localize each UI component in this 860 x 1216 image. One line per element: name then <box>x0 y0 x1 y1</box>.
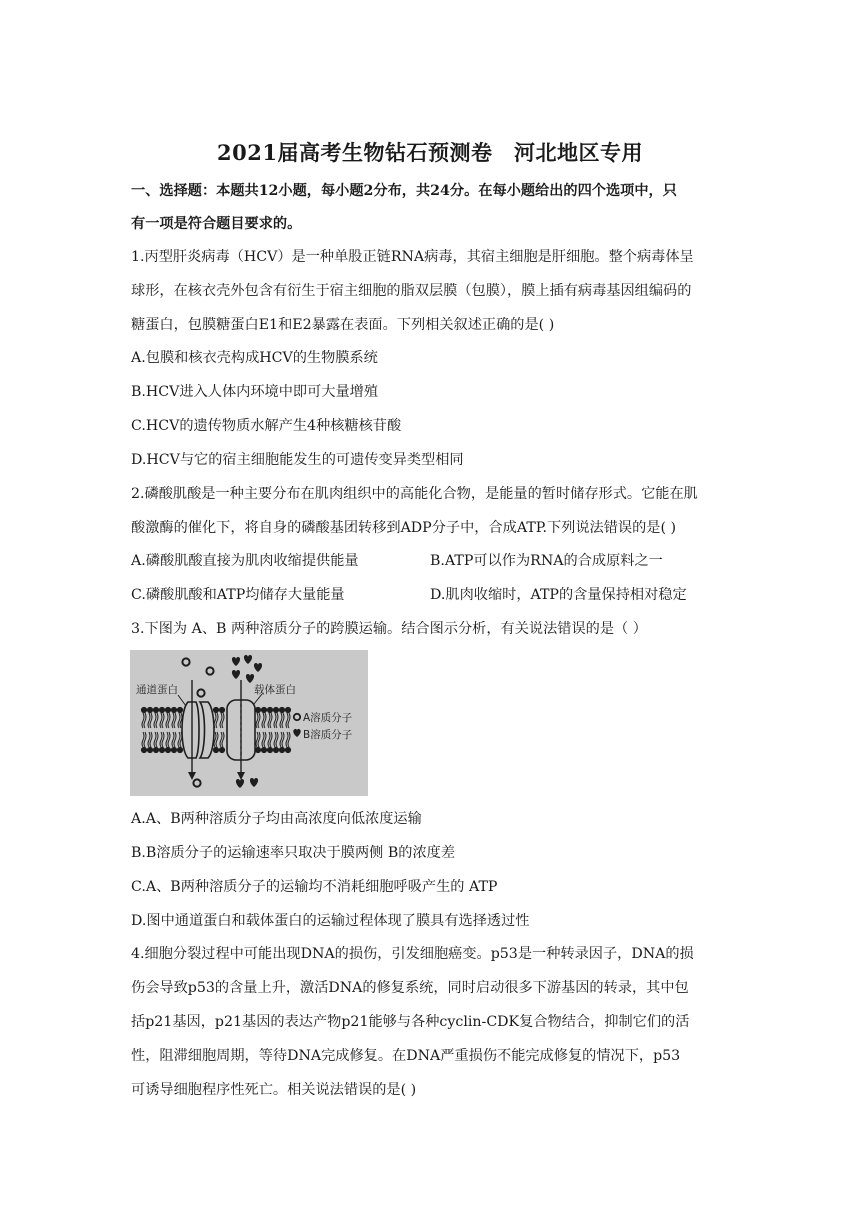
lipid-tail <box>172 732 176 747</box>
lipid-head <box>273 707 278 712</box>
lipid-tail <box>262 732 266 747</box>
lipid-tail <box>160 713 164 728</box>
q4-stem-line-2: 伤会导致p53的含量上升，激活DNA的修复系统，同时启动很多下游基因的转录，其中包 <box>131 980 689 996</box>
q3-option-b: B.B溶质分子的运输速率只取决于膜两侧 B的浓度差 <box>131 845 456 861</box>
lipid-head <box>177 707 182 712</box>
legend-b-label: B溶质分子 <box>303 729 353 741</box>
legend-a-marker <box>294 714 300 720</box>
lipid-head <box>213 747 218 752</box>
lipid-head <box>171 747 176 752</box>
lipid-tail <box>154 732 158 747</box>
q4-stem-line-4: 性，阻滞细胞周期，等待DNA完成修复。在DNA严重损伤不能完成修复的情况下，p53 <box>131 1048 681 1064</box>
lipid-head <box>255 707 260 712</box>
solute-b-heart <box>232 670 240 679</box>
lipid-tail <box>148 713 152 728</box>
lipid-tail <box>256 713 260 728</box>
lipid-tail <box>286 732 290 747</box>
lipid-head <box>153 747 158 752</box>
lipid-head <box>165 747 170 752</box>
q3-option-d: D.图中通道蛋白和载体蛋白的运输过程体现了膜具有选择透过性 <box>131 913 530 929</box>
legend-a-label: A溶质分子 <box>303 712 353 724</box>
q3-stem: 3.下图为 A、B 两种溶质分子的跨膜运输。结合图示分析，有关说法错误的是（ ） <box>131 621 647 637</box>
lipid-head <box>285 707 290 712</box>
lipid-head <box>255 747 260 752</box>
lipid-head <box>171 707 176 712</box>
lipid-tail <box>172 713 176 728</box>
q2-stem-line-1: 2.磷酸肌酸是一种主要分布在肌肉组织中的高能化合物，是能量的暂时储存形式。它能在肌 <box>131 486 698 502</box>
q2-option-b: B.ATP可以作为RNA的合成原料之一 <box>430 553 663 569</box>
lipid-tail <box>274 713 278 728</box>
solute-b-heart <box>232 657 240 666</box>
solute-b-heart <box>236 779 244 788</box>
lipid-head <box>147 707 152 712</box>
lipid-tail <box>256 732 260 747</box>
lipid-head <box>159 747 164 752</box>
lipid-head <box>141 707 146 712</box>
lipid-head <box>141 747 146 752</box>
lipid-head <box>267 747 272 752</box>
q1-option-b: B.HCV进入人体内环境中即可大量增殖 <box>131 384 379 400</box>
membrane-transport-figure <box>130 650 368 796</box>
lipid-head <box>147 747 152 752</box>
q2-option-c: C.磷酸肌酸和ATP均储存大量能量 <box>131 587 345 603</box>
q4-stem-line-5: 可诱导细胞程序性死亡。相关说法错误的是( ) <box>131 1082 417 1098</box>
lipid-head <box>261 747 266 752</box>
q4-stem-line-1: 4.细胞分裂过程中可能出现DNA的损伤，引发细胞癌变。p53是一种转录因子，DNA的损 <box>131 946 694 962</box>
q2-option-a: A.磷酸肌酸直接为肌肉收缩提供能量 <box>131 553 359 569</box>
lipid-tail <box>286 713 290 728</box>
solute-b-heart <box>254 663 262 672</box>
solute-b-heart <box>250 778 258 787</box>
channel-protein-shape <box>182 702 199 758</box>
lipid-tail <box>160 732 164 747</box>
lipid-tail <box>166 732 170 747</box>
lipid-bilayer <box>141 707 290 752</box>
solute-b-heart <box>244 655 252 664</box>
q2-stem-line-2: 酸激酶的催化下，将自身的磷酸基团转移到ADP分子中，合成ATP.下列说法错误的是( ) <box>131 520 677 536</box>
lipid-head <box>285 747 290 752</box>
lipid-tail <box>148 732 152 747</box>
solute-b-heart <box>246 674 254 683</box>
lipid-head <box>279 707 284 712</box>
lipid-head <box>219 707 224 712</box>
lipid-tail <box>220 713 224 728</box>
q3-option-a: A.A、B两种溶质分子均由高浓度向低浓度运输 <box>131 811 422 827</box>
channel-protein-label: 通道蛋白 <box>136 684 178 696</box>
q1-option-d: D.HCV与它的宿主细胞能发生的可遗传变异类型相同 <box>131 452 464 468</box>
lipid-tail <box>262 713 266 728</box>
q1-option-c: C.HCV的遗传物质水解产生4种核糖核苷酸 <box>131 418 402 434</box>
lipid-head <box>273 747 278 752</box>
lipid-head <box>165 707 170 712</box>
lipid-head <box>177 747 182 752</box>
lipid-head <box>261 707 266 712</box>
section-heading-line-2: 有一项是符合题目要求的。 <box>131 216 302 232</box>
lipid-tail <box>154 713 158 728</box>
lipid-tail <box>268 732 272 747</box>
lipid-head <box>159 707 164 712</box>
q1-option-a: A.包膜和核衣壳构成HCV的生物膜系统 <box>131 350 378 366</box>
carrier-protein-label: 载体蛋白 <box>254 684 296 696</box>
q2-option-d: D.肌肉收缩时，ATP的含量保持相对稳定 <box>430 587 687 603</box>
lipid-head <box>279 747 284 752</box>
section-heading-line-1: 一、选择题：本题共12小题，每小题2分布，共24分。在每小题给出的四个选项中，只 <box>131 183 677 199</box>
lipid-tail <box>142 732 146 747</box>
q1-stem-line-3: 糖蛋白，包膜糖蛋白E1和E2暴露在表面。下列相关叙述正确的是( ) <box>131 317 555 333</box>
lipid-tail <box>268 713 272 728</box>
q4-stem-line-3: 括p21基因，p21基因的表达产物p21能够与各种cyclin-CDK复合物结合，抑制它们的活 <box>131 1014 690 1030</box>
lipid-tail <box>166 713 170 728</box>
lipid-tail <box>280 713 284 728</box>
lipid-tail <box>280 732 284 747</box>
page-title: 2021届高考生物钻石预测卷 河北地区专用 <box>217 140 643 165</box>
q1-stem-line-1: 1.丙型肝炎病毒（HCV）是一种单股正链RNA病毒，其宿主细胞是肝细胞。整个病毒体呈 <box>131 249 694 265</box>
lipid-tail <box>142 713 146 728</box>
q1-stem-line-2: 球形，在核衣壳外包含有衍生于宿主细胞的脂双层膜（包膜），膜上插有病毒基因组编码的 <box>131 283 692 299</box>
lipid-head <box>267 707 272 712</box>
lipid-head <box>153 707 158 712</box>
lipid-tail <box>220 732 224 747</box>
lipid-head <box>213 707 218 712</box>
lipid-tail <box>274 732 278 747</box>
lipid-head <box>219 747 224 752</box>
q3-option-c: C.A、B两种溶质分子的运输均不消耗细胞呼吸产生的 ATP <box>131 879 498 895</box>
legend-b-marker <box>293 729 300 737</box>
